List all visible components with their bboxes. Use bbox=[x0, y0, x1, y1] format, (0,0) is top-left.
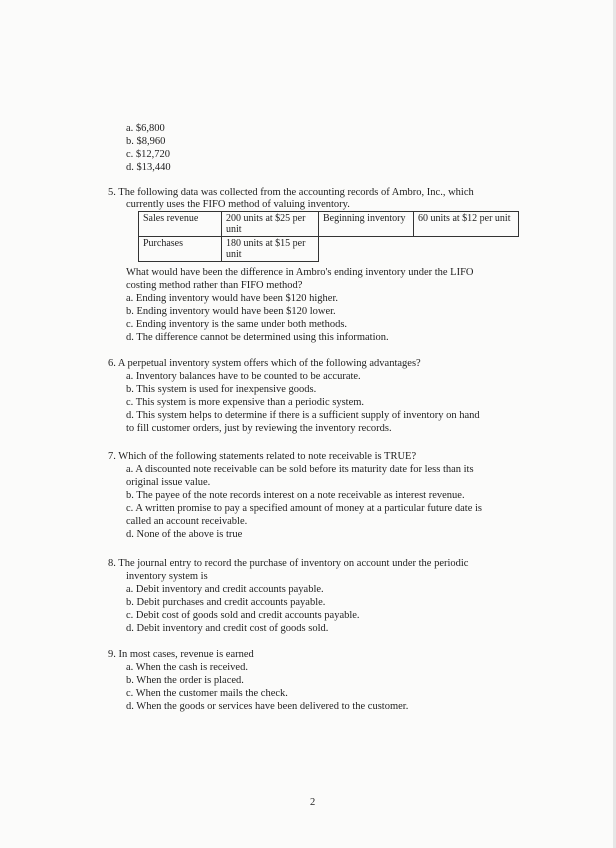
q6-stem: 6. A perpetual inventory system offers which of the following advantages? bbox=[108, 358, 421, 369]
q5-inventory-table bbox=[138, 211, 519, 262]
q5-option-c: c. Ending inventory is the same under both methods. bbox=[126, 319, 348, 330]
table-cell: Beginning inventory bbox=[319, 212, 414, 237]
q5-stem-line-1: 5. The following data was collected from the accounting records of Ambro, Inc., which bbox=[108, 187, 474, 198]
q5-option-a: a. Ending inventory would have been $120 higher. bbox=[126, 293, 338, 304]
q5-stem-line-2: currently uses the FIFO method of valuing inventory. bbox=[126, 199, 350, 210]
table-cell: 200 units at $25 per unit bbox=[222, 212, 319, 237]
q9-option-c: c. When the customer mails the check. bbox=[126, 688, 288, 699]
q4-option-a: a. $6,800 bbox=[126, 123, 165, 134]
q9-option-b: b. When the order is placed. bbox=[126, 675, 244, 686]
q8-option-a: a. Debit inventory and credit accounts payable. bbox=[126, 584, 324, 595]
q8-stem-line-2: inventory system is bbox=[126, 571, 208, 582]
q7-option-b: b. The payee of the note records interest on a note receivable as interest revenue. bbox=[126, 490, 465, 501]
q9-option-a: a. When the cash is received. bbox=[126, 662, 248, 673]
table-row bbox=[139, 237, 519, 262]
table-cell: 60 units at $12 per unit bbox=[414, 212, 519, 237]
q8-option-d: d. Debit inventory and credit cost of goods sold. bbox=[126, 623, 329, 634]
table-cell: Sales revenue bbox=[139, 212, 222, 237]
q6-option-d-continued: to fill customer orders, just by reviewing the inventory records. bbox=[126, 423, 392, 434]
q4-option-d: d. $13,440 bbox=[126, 162, 171, 173]
page-number: 2 bbox=[310, 797, 316, 808]
table-cell bbox=[319, 237, 414, 262]
table-row bbox=[139, 212, 519, 237]
q7-option-a: a. A discounted note receivable can be sold before its maturity date for less than its bbox=[126, 464, 474, 475]
q5-option-b: b. Ending inventory would have been $120 lower. bbox=[126, 306, 336, 317]
q6-option-d: d. This system helps to determine if there is a sufficient supply of inventory on hand bbox=[126, 410, 480, 421]
q7-option-c: c. A written promise to pay a specified amount of money at a particular future date is bbox=[126, 503, 483, 514]
table-cell bbox=[414, 237, 519, 262]
q5-question-line-1: What would have been the difference in Ambro's ending inventory under the LIFO bbox=[126, 267, 474, 278]
q6-option-b: b. This system is used for inexpensive goods. bbox=[126, 384, 317, 395]
q8-option-c: c. Debit cost of goods sold and credit accounts payable. bbox=[126, 610, 360, 621]
q6-option-a: a. Inventory balances have to be counted to be accurate. bbox=[126, 371, 361, 382]
q8-stem-line-1: 8. The journal entry to record the purchase of inventory on account under the periodic bbox=[108, 558, 469, 569]
q7-option-a-continued: original issue value. bbox=[126, 477, 211, 488]
q7-stem: 7. Which of the following statements related to note receivable is TRUE? bbox=[108, 451, 417, 462]
table-cell: 180 units at $15 per unit bbox=[222, 237, 319, 262]
q4-option-c: c. $12,720 bbox=[126, 149, 171, 160]
q6-option-c: c. This system is more expensive than a periodic system. bbox=[126, 397, 365, 408]
q9-option-d: d. When the goods or services have been delivered to the customer. bbox=[126, 701, 409, 712]
q5-question-line-2: costing method rather than FIFO method? bbox=[126, 280, 303, 291]
q9-stem: 9. In most cases, revenue is earned bbox=[108, 649, 254, 660]
q5-option-d: d. The difference cannot be determined using this information. bbox=[126, 332, 389, 343]
q7-option-d: d. None of the above is true bbox=[126, 529, 243, 540]
q7-option-c-continued: called an account receivable. bbox=[126, 516, 248, 527]
q8-option-b: b. Debit purchases and credit accounts payable. bbox=[126, 597, 326, 608]
q4-option-b: b. $8,960 bbox=[126, 136, 166, 147]
table-cell: Purchases bbox=[139, 237, 222, 262]
